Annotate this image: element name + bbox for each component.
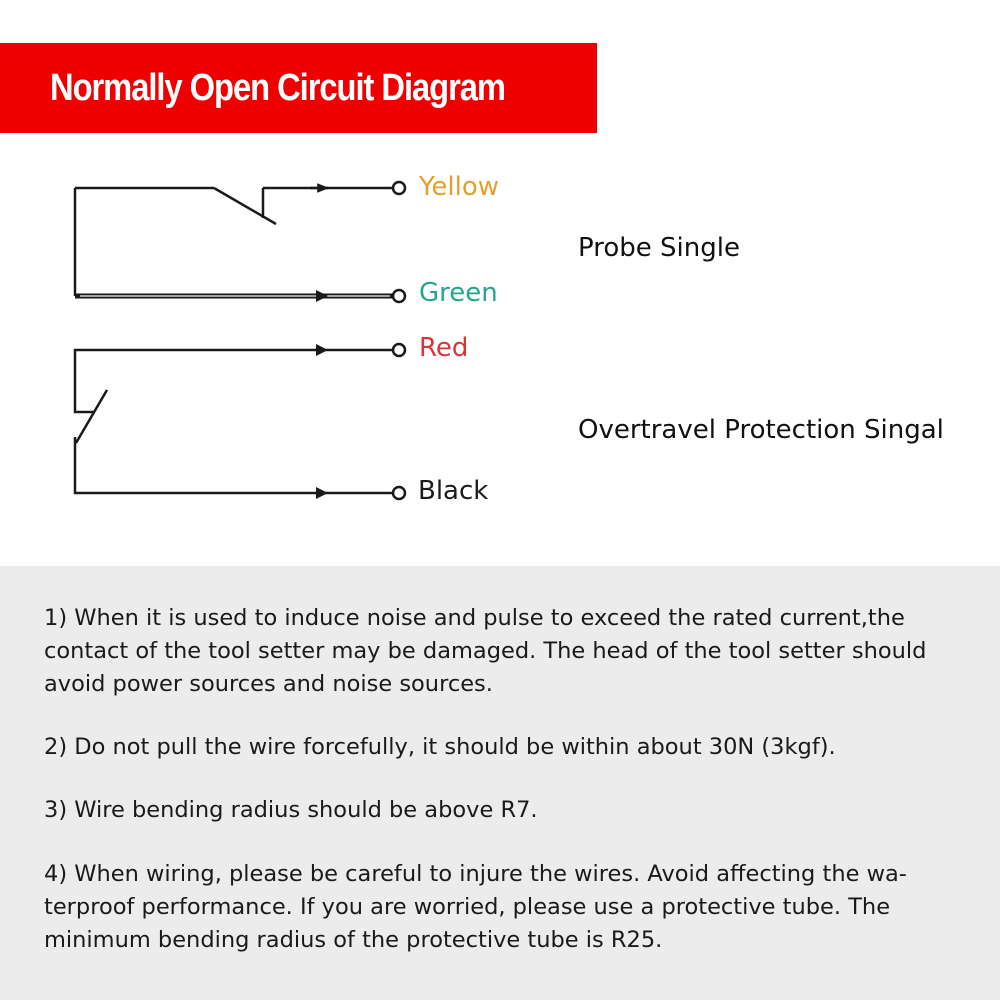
notes-panel <box>0 566 1000 1000</box>
probe-signal-label: Probe Single <box>578 233 740 263</box>
yellow-terminal <box>393 182 405 194</box>
green-wire-arrow <box>316 290 328 302</box>
note-2: 2) Do not pull the wire forcefully, it should be within about 30N (3kgf). <box>44 734 836 760</box>
green-wire <box>75 290 393 302</box>
probe-switch-blade <box>214 188 276 224</box>
black-wire <box>75 437 393 493</box>
note-1: 1) When it is used to induce noise and pulse to exceed the rated current,the contact of the tool setter may be damaged. The head of the tool setter should avoid power sources and noise sources. <box>44 605 927 697</box>
red-wire <box>75 350 393 412</box>
green-label: Green <box>419 278 498 308</box>
overtravel-circuit <box>75 350 393 493</box>
black-wire-arrow <box>316 487 328 499</box>
yellow-label: Yellow <box>419 172 500 202</box>
red-terminal <box>393 344 405 356</box>
red-label: Red <box>419 333 469 363</box>
overtravel-signal-label: Overtravel Protection Singal <box>578 415 944 445</box>
probe-circuit <box>75 188 393 296</box>
diagram-title: Normally Open Circuit Diagram <box>50 67 505 109</box>
note-4: 4) When wiring, please be careful to injure the wires. Avoid affecting the wa-terproof performance. If you are worried, please use a protective tube. The minimum bending radius of the protective tube is R25. <box>44 861 907 953</box>
overtravel-switch-blade <box>76 390 107 443</box>
black-terminal <box>393 487 405 499</box>
green-terminal <box>393 290 405 302</box>
red-wire-arrow <box>316 344 328 356</box>
black-label: Black <box>418 476 489 506</box>
note-3: 3) Wire bending radius should be above R7. <box>44 797 538 823</box>
